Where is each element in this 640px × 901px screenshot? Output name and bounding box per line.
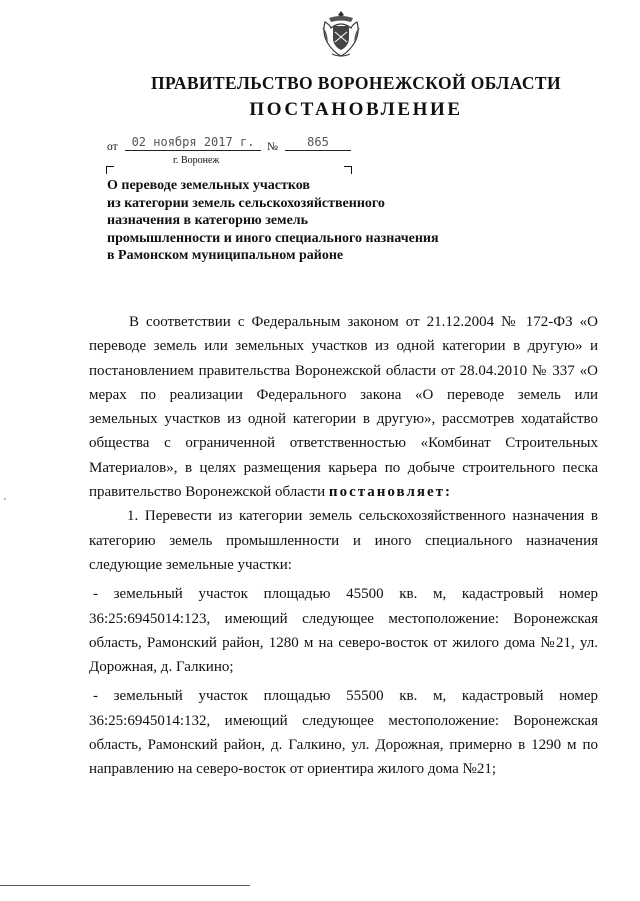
subject-bracket-left — [106, 166, 114, 174]
text-line: 36:25:6945014:132, имеющий следующее местоположение: Воронежская — [89, 712, 598, 729]
land-plot-1 — [89, 582, 598, 679]
text-line: 1. Перевести из категории земель сельскохозяйственного назначения в — [127, 508, 598, 525]
city-label: г. Воронеж — [173, 155, 220, 166]
coat-of-arms-icon — [322, 10, 360, 58]
subject-line: О переводе земельных участков — [107, 178, 310, 193]
text-line: земельных участков из одной категории в другую», рассмотрев ходатайство — [89, 411, 598, 428]
resolves-word: постановляет: — [328, 484, 452, 501]
number-prefix: № — [267, 141, 278, 153]
date-number-line — [107, 135, 367, 155]
footer-rule — [0, 885, 250, 886]
date-prefix: от — [107, 141, 118, 153]
text-line: - земельный участок площадью 45500 кв. м, кадастровый номер — [93, 586, 598, 603]
text-line: общества с ограниченной ответственностью «Комбинат Строительных — [89, 435, 598, 452]
subject-line: назначения в категорию земель — [107, 213, 309, 228]
decree-body — [89, 310, 598, 782]
subject-line: промышленности и иного специального назначения — [107, 230, 439, 246]
item-1-paragraph — [89, 504, 598, 577]
coat-of-arms-emblem — [322, 10, 360, 58]
text-line: 36:25:6945014:123, имеющий следующее местоположение: Воронежская — [89, 610, 598, 627]
text-line: - земельный участок площадью 55500 кв. м, кадастровый номер — [93, 688, 598, 705]
text-line: постановлением правительства Воронежской области от 28.04.2010 № 337 «О — [89, 362, 598, 379]
subject-line: в Рамонском муниципальном районе — [107, 248, 344, 263]
document-type: ПОСТАНОВЛЕНИЕ — [249, 99, 463, 120]
date-value: 02 ноября 2017 г. — [125, 135, 261, 151]
text-line: область, Рамонский район, д. Галкино, ул. Дорожная, примерно в 1290 м по — [89, 737, 598, 754]
decree-subject — [107, 177, 527, 265]
scan-mark — [4, 498, 6, 500]
preamble-closing: правительство Воронежской области — [89, 484, 329, 501]
text-line: Дорожная, д. Галкино; — [89, 659, 234, 676]
text-line: направлению на северо-восток от ориентира жилого дома №21; — [89, 761, 497, 778]
number-value: 865 — [285, 135, 351, 151]
text-line: переводе земель или земельных участков из одной категории в другую» и — [89, 338, 598, 355]
text-line: В соответствии с Федеральным законом от 21.12.2004 № 172-ФЗ «О — [129, 314, 598, 330]
text-line: область, Рамонский район, 1280 м на северо-восток от жилого дома №21, ул. — [89, 634, 598, 651]
text-line: следующие земельные участки: — [89, 556, 292, 573]
preamble-paragraph — [89, 310, 598, 504]
text-line: Материалов», в целях размещения карьера по добыче строительного песка — [89, 459, 598, 476]
land-plot-2 — [89, 684, 598, 781]
text-line: мерах по реализации Федерального закона «О переводе земель или — [89, 386, 598, 403]
text-line — [89, 480, 598, 504]
subject-line: из категории земель сельскохозяйственного — [107, 195, 385, 211]
subject-bracket-right — [344, 166, 352, 174]
text-line: категорию земель промышленности и иного специального назначения — [89, 532, 598, 549]
government-title: ПРАВИТЕЛЬСТВО ВОРОНЕЖСКОЙ ОБЛАСТИ — [150, 73, 562, 93]
